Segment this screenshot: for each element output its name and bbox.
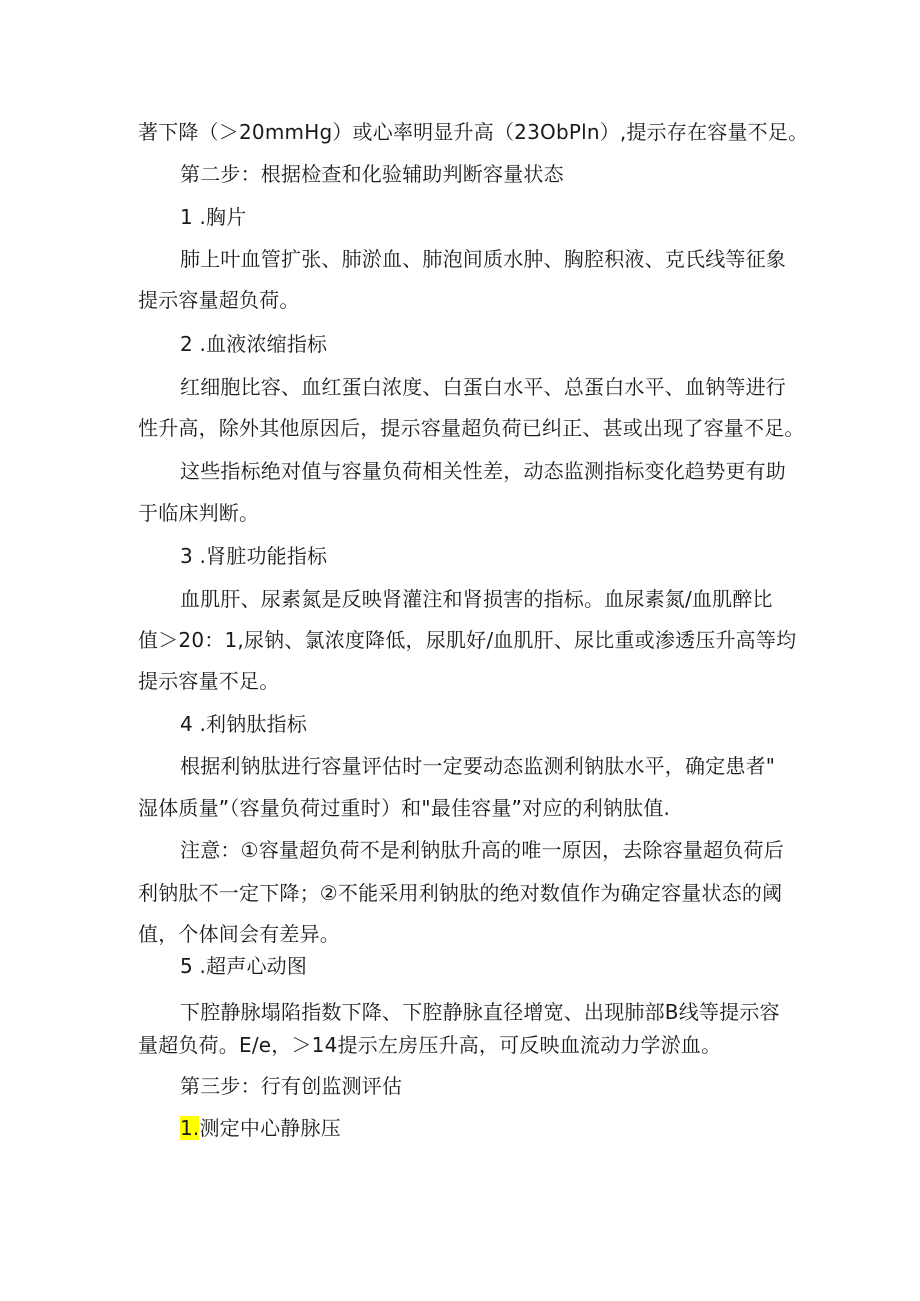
paragraph-line: 量超负荷。E/e，＞14提示左房压升高，可反映血流动力学淤血。 [138,1033,722,1057]
section-heading: 1 .胸片 [180,205,247,229]
paragraph-line: 血肌肝、尿素氮是反映肾灌注和肾损害的指标。血尿素氮/血肌醉比 [180,587,773,611]
paragraph-line: 湿体质量”（容量负荷过重时）和"最佳容量”对应的利钠肽值. [138,796,671,820]
section-heading: 5 .超声心动图 [180,954,308,978]
section-heading: 4 .利钠肽指标 [180,712,308,736]
paragraph-line: 于临床判断。 [138,501,260,525]
section-heading [180,1114,341,1142]
highlighted-number: 1. [180,1116,200,1140]
paragraph-line: 值＞20：1,尿钠、氯浓度降低，尿肌好/血肌肝、尿比重或渗透压升高等均 [138,628,797,652]
paragraph-line: 根据利钠肽进行容量评估时一定要动态监测利钠肽水平，确定患者" [180,754,776,778]
section-heading: 3 .肾脏功能指标 [180,544,328,568]
paragraph-line: 这些指标绝对值与容量负荷相关性差，动态监测指标变化趋势更有助 [180,459,786,483]
step-heading: 第二步：根据检查和化验辅助判断容量状态 [180,162,564,186]
paragraph-line: 性升高，除外其他原因后，提示容量超负荷已纠正、甚或出现了容量不足。 [138,416,805,440]
section-heading-text: 测定中心静脉压 [199,1116,341,1140]
paragraph-line: 下腔静脉塌陷指数下降、下腔静脉直径增宽、出现肺部B线等提示容 [180,1000,780,1024]
step-heading: 第三步：行有创监测评估 [180,1074,403,1098]
paragraph-line: 提示容量超负荷。 [138,288,300,312]
paragraph-line: 利钠肽不一定下降；②不能采用利钠肽的绝对数值作为确定容量状态的阈 [138,881,783,905]
paragraph-line: 肺上叶血管扩张、肺淤血、肺泡间质水肿、胸腔积液、克氏线等征象 [180,247,786,271]
paragraph-line: 提示容量不足。 [138,669,280,693]
paragraph-line: 著下降（＞20mmHg）或心率明显升高（23ObPln）,提示存在容量不足。 [138,120,809,144]
paragraph-line: 红细胞比容、血红蛋白浓度、白蛋白水平、总蛋白水平、血钠等进行 [180,375,786,399]
paragraph-line: 值，个体间会有差异。 [138,922,340,946]
paragraph-line: 注意：①容量超负荷不是利钠肽升高的唯一原因，去除容量超负荷后 [180,838,784,862]
section-heading: 2 .血液浓缩指标 [180,332,328,356]
